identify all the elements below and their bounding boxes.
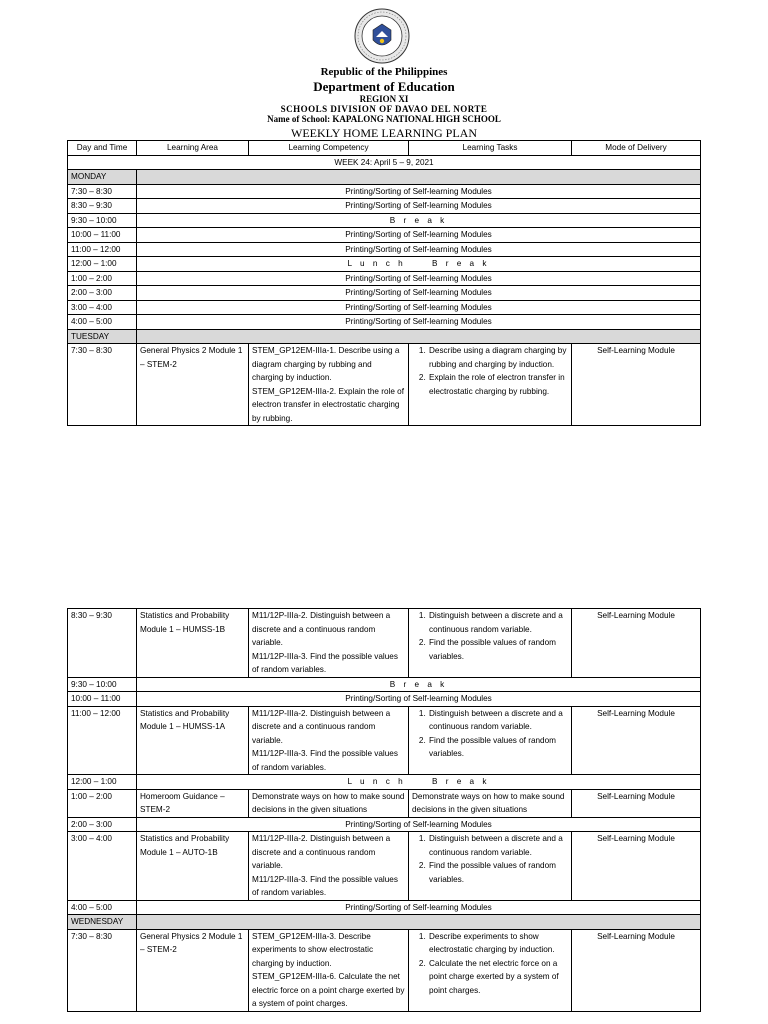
time-cell: 7:30 – 8:30: [68, 929, 137, 1011]
day-row-fill: [137, 915, 701, 930]
competency-cell: [249, 609, 409, 678]
learning-area-cell: Homeroom Guidance – STEM-2: [137, 789, 249, 817]
column-header: Learning Area: [137, 141, 249, 156]
activity-cell: Printing/Sorting of Self-learning Modules: [137, 199, 701, 214]
competency-cell: [249, 832, 409, 901]
task-item: 2. Explain the role of electron transfer in electrostatic charging by rubbing.: [428, 371, 568, 398]
time-cell: 1:00 – 2:00: [68, 271, 137, 286]
learning-area-cell: Statistics and Probability Module 1 – AUTO-1B: [137, 832, 249, 901]
mode-cell: Self-Learning Module: [572, 789, 701, 817]
day-row-tuesday: [68, 329, 701, 344]
plan-title: WEEKLY HOME LEARNING PLAN: [291, 126, 477, 140]
table-row: [68, 271, 701, 286]
competency-item: M11/12P-IIIa-3. Find the possible values of random variables.: [252, 874, 398, 897]
table-header-row: [68, 141, 701, 156]
learning-plan-table-continued: [67, 608, 701, 1012]
school-name: Name of School: KAPALONG NATIONAL HIGH SCHOOL: [267, 114, 501, 124]
activity-cell: Printing/Sorting of Self-learning Modules: [137, 184, 701, 199]
table-row: [68, 706, 701, 775]
time-cell: 10:00 – 11:00: [68, 228, 137, 243]
activity-cell: Printing/Sorting of Self-learning Modules: [137, 692, 701, 707]
table-row: [68, 692, 701, 707]
time-cell: 9:30 – 10:00: [68, 677, 137, 692]
time-cell: 4:00 – 5:00: [68, 900, 137, 915]
activity-cell: Printing/Sorting of Self-learning Modules: [137, 286, 701, 301]
tasks-cell: Demonstrate ways on how to make sound decisions in the given situations: [409, 789, 572, 817]
day-label: MONDAY: [68, 170, 137, 185]
task-item: 1. Distinguish between a discrete and a continuous random variable.: [428, 707, 568, 734]
table-row: [68, 286, 701, 301]
competency-item: M11/12P-IIIa-3. Find the possible values of random variables.: [252, 651, 398, 674]
activity-cell: Printing/Sorting of Self-learning Modules: [137, 315, 701, 330]
competency-item: STEM_GP12EM-IIIa-3. Describe experiments to show electrostatic charging by induction.: [252, 931, 374, 968]
learning-area-cell: General Physics 2 Module 1 – STEM-2: [137, 929, 249, 1011]
task-item: 2. Calculate the net electric force on a point charge exerted by a system of point charges.: [428, 957, 568, 998]
break-cell: B r e a k: [137, 677, 701, 692]
table-row: [68, 900, 701, 915]
task-item: 2. Find the possible values of random variables.: [428, 636, 568, 663]
mode-cell: Self-Learning Module: [572, 344, 701, 426]
learning-area-cell: Statistics and Probability Module 1 – HUMSS-1B: [137, 609, 249, 678]
tasks-cell: [409, 344, 572, 426]
department-heading: Department of Education: [313, 79, 455, 94]
activity-cell: Printing/Sorting of Self-learning Modules: [137, 817, 701, 832]
activity-cell: Printing/Sorting of Self-learning Modules: [137, 300, 701, 315]
mode-cell: Self-Learning Module: [572, 929, 701, 1011]
week-label: WEEK 24: April 5 – 9, 2021: [68, 155, 701, 170]
task-item: 2. Find the possible values of random variables.: [428, 734, 568, 761]
mode-cell: Self-Learning Module: [572, 706, 701, 775]
tasks-cell: [409, 706, 572, 775]
task-item: 1. Describe experiments to show electrostatic charging by induction.: [428, 930, 568, 957]
tasks-cell: [409, 609, 572, 678]
task-item: 1. Describe using a diagram charging by rubbing and charging by induction.: [428, 344, 568, 371]
time-cell: 1:00 – 2:00: [68, 789, 137, 817]
day-row-fill: [137, 170, 701, 185]
time-cell: 3:00 – 4:00: [68, 832, 137, 901]
day-label: WEDNESDAY: [68, 915, 137, 930]
table-row: [68, 315, 701, 330]
tasks-cell: [409, 832, 572, 901]
division-heading: SCHOOLS DIVISION OF DAVAO DEL NORTE: [280, 104, 488, 114]
table-row: [68, 199, 701, 214]
competency-item: STEM_GP12EM-IIIa-1. Describe using a diagram charging by rubbing and charging by induction.: [252, 346, 400, 382]
day-label: TUESDAY: [68, 329, 137, 344]
task-item: 2. Find the possible values of random variables.: [428, 859, 568, 886]
lunch-break-cell: L u n c h B r e a k: [137, 775, 701, 790]
table-row: [68, 184, 701, 199]
table-row: [68, 775, 701, 790]
competency-item: M11/12P-IIIa-2. Distinguish between a discrete and a continuous random variable.: [252, 611, 391, 647]
time-cell: 2:00 – 3:00: [68, 817, 137, 832]
competency-cell: [249, 706, 409, 775]
table-row: [68, 228, 701, 243]
time-cell: 9:30 – 10:00: [68, 213, 137, 228]
table-row: [68, 300, 701, 315]
activity-cell: Printing/Sorting of Self-learning Modules: [137, 228, 701, 243]
republic-heading: Republic of the Philippines: [320, 66, 448, 78]
column-header: Day and Time: [68, 141, 137, 156]
table-row: [68, 344, 701, 426]
competency-cell: [249, 344, 409, 426]
activity-cell: Printing/Sorting of Self-learning Modules: [137, 242, 701, 257]
table-row: [68, 929, 701, 1011]
day-row-wednesday: [68, 915, 701, 930]
competency-item: M11/12P-IIIa-2. Distinguish between a discrete and a continuous random variable.: [252, 708, 391, 745]
activity-cell: Printing/Sorting of Self-learning Modules: [137, 900, 701, 915]
learning-area-cell: Statistics and Probability Module 1 – HUMSS-1A: [137, 706, 249, 775]
time-cell: 4:00 – 5:00: [68, 315, 137, 330]
competency-item: M11/12P-IIIa-3. Find the possible values of random variables.: [252, 749, 398, 772]
column-header: Mode of Delivery: [572, 141, 701, 156]
competency-item: STEM_GP12EM-IIIa-6. Calculate the net electric force on a point charge exerted by a system of point charges.: [252, 972, 405, 1008]
deped-seal-icon: [354, 8, 410, 64]
learning-area-cell: General Physics 2 Module 1 – STEM-2: [137, 344, 249, 426]
activity-cell: Printing/Sorting of Self-learning Modules: [137, 271, 701, 286]
time-cell: 7:30 – 8:30: [68, 344, 137, 426]
lunch-break-cell: L u n c h B r e a k: [137, 257, 701, 272]
table-row: [68, 257, 701, 272]
competency-cell: Demonstrate ways on how to make sound decisions in the given situations: [249, 789, 409, 817]
task-item: 1. Distinguish between a discrete and a continuous random variable.: [428, 609, 568, 636]
time-cell: 7:30 – 8:30: [68, 184, 137, 199]
table-row: [68, 832, 701, 901]
time-cell: 11:00 – 12:00: [68, 242, 137, 257]
region-heading: REGION XI: [359, 94, 409, 104]
table-row: [68, 242, 701, 257]
break-cell: B r e a k: [137, 213, 701, 228]
time-cell: 2:00 – 3:00: [68, 286, 137, 301]
time-cell: 8:30 – 9:30: [68, 609, 137, 678]
time-cell: 12:00 – 1:00: [68, 775, 137, 790]
mode-cell: Self-Learning Module: [572, 832, 701, 901]
table-row: [68, 609, 701, 678]
table-row: [68, 677, 701, 692]
task-item: 1. Distinguish between a discrete and a continuous random variable.: [428, 832, 568, 859]
column-header: Learning Competency: [249, 141, 409, 156]
time-cell: 10:00 – 11:00: [68, 692, 137, 707]
time-cell: 8:30 – 9:30: [68, 199, 137, 214]
table-row: [68, 213, 701, 228]
table-row: [68, 789, 701, 817]
mode-cell: Self-Learning Module: [572, 609, 701, 678]
day-row-monday: [68, 170, 701, 185]
tasks-cell: [409, 929, 572, 1011]
learning-plan-table: [67, 140, 701, 426]
time-cell: 3:00 – 4:00: [68, 300, 137, 315]
competency-item: STEM_GP12EM-IIIa-2. Explain the role of electron transfer in electrostatic charging by rubbing.: [252, 386, 404, 423]
time-cell: 12:00 – 1:00: [68, 257, 137, 272]
table-row: [68, 817, 701, 832]
competency-item: M11/12P-IIIa-2. Distinguish between a discrete and a continuous random variable.: [252, 834, 391, 870]
time-cell: 11:00 – 12:00: [68, 706, 137, 775]
day-row-fill: [137, 329, 701, 344]
competency-cell: [249, 929, 409, 1011]
column-header: Learning Tasks: [409, 141, 572, 156]
